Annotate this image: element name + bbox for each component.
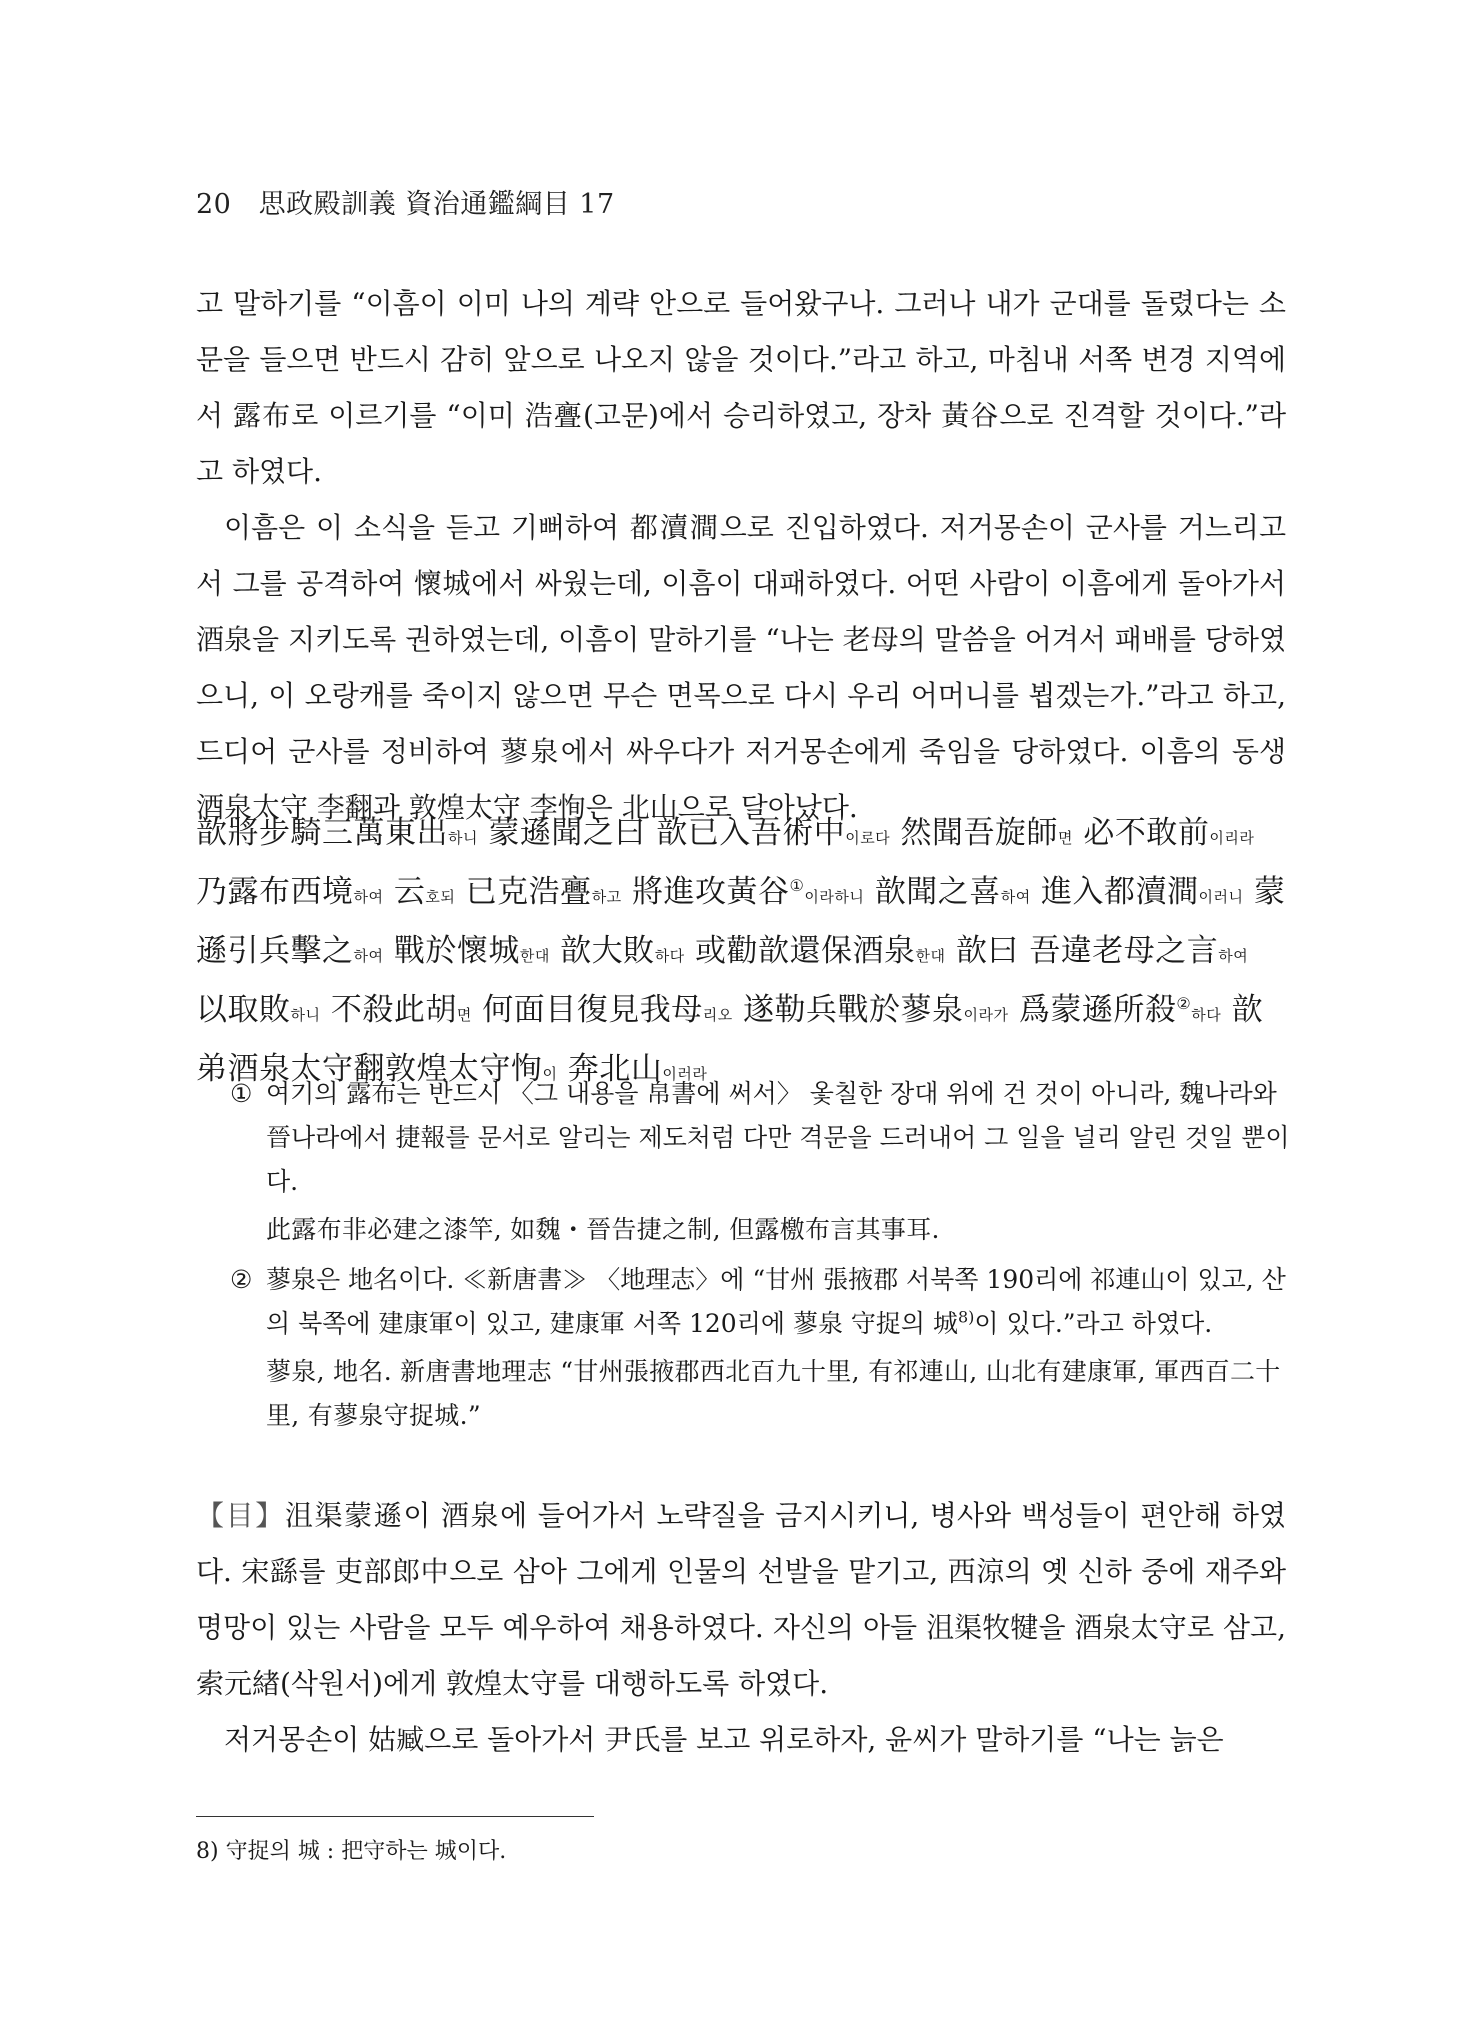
note-text: 蓼泉은 地名이다. ≪新唐書≫ 〈地理志〉에 “甘州 張掖郡 서북쪽 190리에 祁連山이 있고, 산의 북쪽에 建康軍이 있고, 建康軍 서쪽 120리에 蓼泉 守捉의 城 (266, 1265, 1286, 1338)
classical-phrase: 必不敢前 (1073, 815, 1210, 851)
korean-particle: 하여 (353, 888, 384, 906)
korean-particle: 이라가 (963, 1006, 1009, 1024)
classical-phrase: 進入都瀆澗 (1030, 874, 1199, 910)
classical-phrase: 蒙遜引兵擊之 (196, 874, 1286, 969)
korean-particle: 호되 (425, 888, 456, 906)
classical-phrase: 歆大敗 (549, 933, 655, 969)
translation-paragraph-2: 이흠은 이 소식을 듣고 기뻐하여 都瀆澗으로 진입하였다. 저거몽손이 군사를 거느리고서 그를 공격하여 懷城에서 싸웠는데, 이흠이 대패하였다. 어떤 사람이 이흠에게 돌아가서 酒泉을 지키도록 권하였는데, 이흠이 말하기를 “나는 老母의 말씀을 어겨서 패배를 당하였으니, 이 오랑캐를 죽이지 않으면 무슨 면목으로 다시 우리 어머니를 뵙겠는가.”라고 하고, 드디어 군사를 정비하여 蓼泉에서 싸우다가 저거몽손에게 죽임을 당하였다. 이흠의 동생 酒泉太守 李翻과 敦煌太守 李恂은 北山으로 달아났다. (196, 511, 1286, 824)
note-reference[interactable]: ② (1176, 994, 1192, 1013)
korean-particle: 면 (456, 1006, 472, 1024)
note-reference[interactable]: ① (789, 876, 805, 895)
korean-particle: 하니 (448, 829, 478, 847)
footnote-8: 8) 守捉의 城 : 把守하는 城이다. (196, 1839, 507, 1864)
korean-particle: 하니 (290, 1006, 321, 1024)
classical-phrase: 歆弟酒泉太守翻敦煌太守恂 (196, 992, 1264, 1087)
running-header (196, 182, 615, 221)
korean-particle: 하여 (1218, 947, 1249, 965)
original-classical-text (196, 806, 1286, 1101)
annotation-notes (230, 1072, 1290, 1438)
classical-phrase: 以取敗 (196, 992, 291, 1028)
korean-particle: 하다 (654, 947, 685, 965)
note-source: 此露布非必建之漆竿, 如魏・晉告捷之制, 但露檄布言其事耳. (266, 1215, 940, 1244)
footnote-divider (196, 1816, 594, 1817)
classical-phrase: 將進攻黃谷 (621, 874, 790, 910)
classical-phrase: 已克浩亹 (455, 874, 592, 910)
note-1 (230, 1072, 1290, 1252)
classical-phrase: 歆聞之喜 (864, 874, 1001, 910)
korean-particle: 리오 (702, 1006, 733, 1024)
korean-particle: 이로다 (845, 829, 891, 847)
classical-phrase: 戰於懷城 (383, 933, 520, 969)
note-text-end: 이 있다.”라고 하였다. (974, 1309, 1213, 1338)
korean-particle: 하여 (353, 947, 384, 965)
note-text: 여기의 露布는 반드시 〈그 내용을 帛書에 써서〉 옻칠한 장대 위에 건 것이 아니라, 魏나라와 晉나라에서 捷報를 문서로 알리는 제도처럼 다만 격문을 드러내어 그 일을 널리 알린 것일 뿐이다. (266, 1079, 1290, 1196)
classical-phrase: 云 (383, 874, 426, 910)
korean-particle: 이러라 (662, 1065, 708, 1083)
page-number: 20 (196, 189, 232, 220)
korean-particle: 이 (542, 1065, 558, 1083)
classical-phrase: 或勸歆還保酒泉 (684, 933, 916, 969)
korean-particle: 면 (1058, 829, 1074, 847)
korean-particle: 한대 (519, 947, 550, 965)
mok-text: 沮渠蒙遜이 酒泉에 들어가서 노략질을 금지시키니, 병사와 백성들이 편안해 하였다. 宋繇를 吏部郎中으로 삼아 그에게 인물의 선발을 맡기고, 西涼의 옛 신하 중에 재주와 명망이 있는 사람을 모두 예우하여 채용하였다. 자신의 아들 沮渠牧犍을 酒泉太守로 삼고, 索元緖(삭원서)에게 敦煌太守를 대행하도록 하였다. (196, 1499, 1286, 1700)
korean-particle: 하고 (591, 888, 622, 906)
classical-phrase: 歆將步騎三萬東出 (196, 815, 448, 851)
mok-tag: 【目】 (196, 1499, 285, 1532)
translation-paragraph-1: 고 말하기를 “이흠이 이미 나의 계략 안으로 들어왔구나. 그러나 내가 군대를 돌렸다는 소문을 들으면 반드시 감히 앞으로 나오지 않을 것이다.”라고 하고, 마침내 서쪽 변경 지역에서 露布로 이르기를 “이미 浩亹(고문)에서 승리하였고, 장차 黃谷으로 진격할 것이다.”라고 하였다. (196, 287, 1286, 488)
classical-phrase: 然聞吾旋師 (890, 815, 1059, 851)
korean-particle: 이러니 (1198, 888, 1244, 906)
book-title: 思政殿訓義 資治通鑑綱目 17 (258, 189, 615, 220)
mok-paragraph-1 (196, 1488, 1286, 1712)
korean-particle: 한대 (915, 947, 946, 965)
note-marker: ① (230, 1079, 253, 1108)
classical-phrase: 何面目復見我母 (471, 992, 703, 1028)
classical-phrase: 奔北山 (557, 1051, 663, 1087)
korean-particle: 이라하니 (804, 888, 865, 906)
classical-phrase: 乃露布西境 (196, 874, 354, 910)
classical-phrase: 歆曰 吾違老母之言 (945, 933, 1219, 969)
classical-phrase: 遂勒兵戰於蓼泉 (732, 992, 964, 1028)
mok-paragraph-2: 저거몽손이 姑臧으로 돌아가서 尹氏를 보고 위로하자, 윤씨가 말하기를 “나는 늙은 (224, 1723, 1224, 1756)
footnote-reference[interactable]: 8) (958, 1307, 975, 1327)
note-source: 蓼泉, 地名. 新唐書地理志 “甘州張掖郡西北百九十里, 有祁連山, 山北有建康軍, 軍西百二十里, 有蓼泉守捉城.” (266, 1357, 1281, 1430)
classical-phrase: 爲蒙遜所殺 (1008, 992, 1177, 1028)
korean-particle: 이리라 (1209, 829, 1255, 847)
classical-phrase: 不殺此胡 (320, 992, 457, 1028)
korean-particle: 하여 (1000, 888, 1031, 906)
korean-particle: 하다 (1191, 1006, 1222, 1024)
note-2 (230, 1258, 1290, 1438)
note-marker: ② (230, 1265, 253, 1294)
classical-phrase: 蒙遜聞之曰 歆已入吾術中 (477, 815, 846, 851)
